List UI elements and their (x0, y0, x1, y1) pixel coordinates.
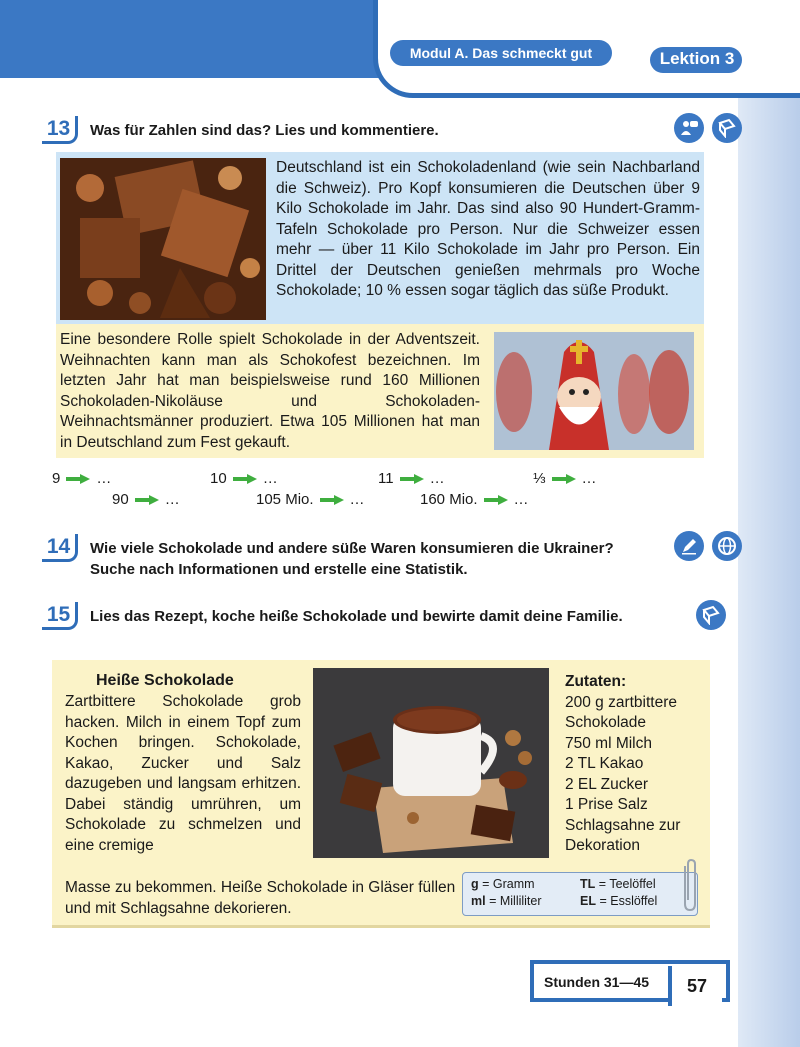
number-value: 10 (210, 470, 227, 487)
abbr-term: EL (580, 894, 596, 908)
ingredients-list (565, 672, 705, 857)
ingredient-item: 1 Prise Salz (565, 796, 648, 813)
abbr-term: g (471, 877, 479, 891)
number-value: 160 Mio. (420, 491, 478, 508)
task-14-instruction: Wie viele Schokolade und andere süße Waren konsumieren die Ukrainer? Suche nach Informationen und erstelle eine Statistik. (90, 540, 614, 578)
ingredient-item: 750 ml Milch (565, 734, 652, 752)
task-13-instruction: Was für Zahlen sind das? Lies und kommentiere. (90, 122, 439, 139)
abbr-meaning: = Teelöffel (598, 877, 656, 891)
number-value: 9 (52, 470, 61, 487)
number-value: 105 Mio. (256, 491, 314, 508)
number-blank: … (513, 491, 529, 508)
page-number: 57 (668, 966, 722, 1006)
abbr-meaning: = Esslöffel (599, 894, 658, 908)
arrow-icon (64, 473, 92, 485)
number-blank: … (429, 470, 445, 487)
number-blank: … (349, 491, 365, 508)
number-item (533, 469, 597, 489)
number-item (210, 469, 278, 489)
number-item (256, 490, 365, 510)
chocolate-facts-text: Deutschland ist ein Schokoladenland (wie sein Nachbarland die Schweiz). Pro Kopf konsumieren die Deutschen über 9 Kilo Schokolade im Jahr. Das sind also 90 Hundert-Gramm-Tafeln Schokolade pro Person. Nur die Schweizer essen mehr — über 11 Kilo Schokolade im Jahr pro Person. Ein Drittel der Deutschen genießen mehrmals pro Woche Schokolade; 10 % essen sogar täglich das süße Produkt. (276, 159, 700, 299)
book-icon (712, 113, 742, 143)
advent-text: Eine besondere Rolle spielt Schokolade in der Adventszeit. Weihnachten kann man als Schokofest bezeichnen. Im letzten Jahr hat man beispielsweise rund 160 Millionen Schokoladen-Nikoläuse und Schokoladen-Weihnachtsmänner produziert. Etwa 105 Millionen hat man in Deutschland zum Fest gekauft. (60, 331, 480, 451)
task-number-13: 13 (42, 116, 78, 144)
lektion-title: Lektion 3 (659, 49, 735, 68)
number-blank: … (262, 470, 278, 487)
number-blank: … (164, 491, 180, 508)
hot-chocolate-photo (313, 668, 549, 858)
recipe-title: Heiße Schokolade (96, 672, 234, 689)
santa-chocolate-photo (494, 332, 694, 450)
number-item (52, 469, 111, 489)
number-blank: … (96, 470, 112, 487)
ingredients-title: Zutaten: (565, 673, 627, 690)
task-number-14: 14 (42, 534, 78, 562)
number-item (378, 469, 445, 489)
paperclip-icon (680, 858, 698, 914)
page-side-band (738, 0, 800, 1047)
task-15-instruction: Lies das Rezept, koche heiße Schokolade und bewirte damit deine Familie. (90, 608, 623, 625)
recipe-steps-end: Masse zu bekommen. Heiße Schokolade in Gläser füllen und mit Schlagsahne dekorieren. (65, 879, 456, 917)
recipe-steps: Zartbittere Schokolade grob hacken. Milch in einem Topf zum Kochen bringen. Schokolade, Kakao, Zucker und Salz dazugeben und langsam erhitzen. Dabei ständig umrühren, um Schokolade zu schmelzen und eine cremige (65, 693, 301, 854)
number-blank: … (581, 470, 597, 487)
lessons-range: Stunden 31—45 (544, 974, 650, 990)
speaking-icon (674, 113, 704, 143)
arrow-icon (482, 494, 510, 506)
internet-icon (712, 531, 742, 561)
arrow-icon (231, 473, 259, 485)
ingredient-item: 2 TL Kakao (565, 755, 644, 772)
arrow-icon (398, 473, 426, 485)
book-icon (696, 600, 726, 630)
abbreviations-box (462, 872, 698, 916)
number-value: ⅓ (533, 470, 546, 487)
abbr-term: ml (471, 894, 486, 908)
chocolate-photo (60, 158, 266, 320)
arrow-icon (318, 494, 346, 506)
ingredient-item: 200 g zartbittere Schokolade (565, 693, 678, 731)
task-number-15: 15 (42, 602, 78, 630)
number-item (420, 490, 529, 510)
abbr-meaning: = Gramm (482, 877, 535, 891)
writing-icon (674, 531, 704, 561)
number-item (112, 490, 180, 510)
abbr-term: TL (580, 877, 596, 891)
arrow-icon (550, 473, 578, 485)
ingredient-item: 2 EL Zucker (565, 775, 648, 793)
number-value: 11 (378, 470, 394, 487)
number-value: 90 (112, 491, 129, 508)
ingredient-item: Schlagsahne zur Dekoration (565, 816, 681, 854)
abbr-meaning: = Milliliter (489, 894, 542, 908)
modul-title: Modul A. Das schmeckt gut (390, 40, 612, 66)
arrow-icon (133, 494, 161, 506)
